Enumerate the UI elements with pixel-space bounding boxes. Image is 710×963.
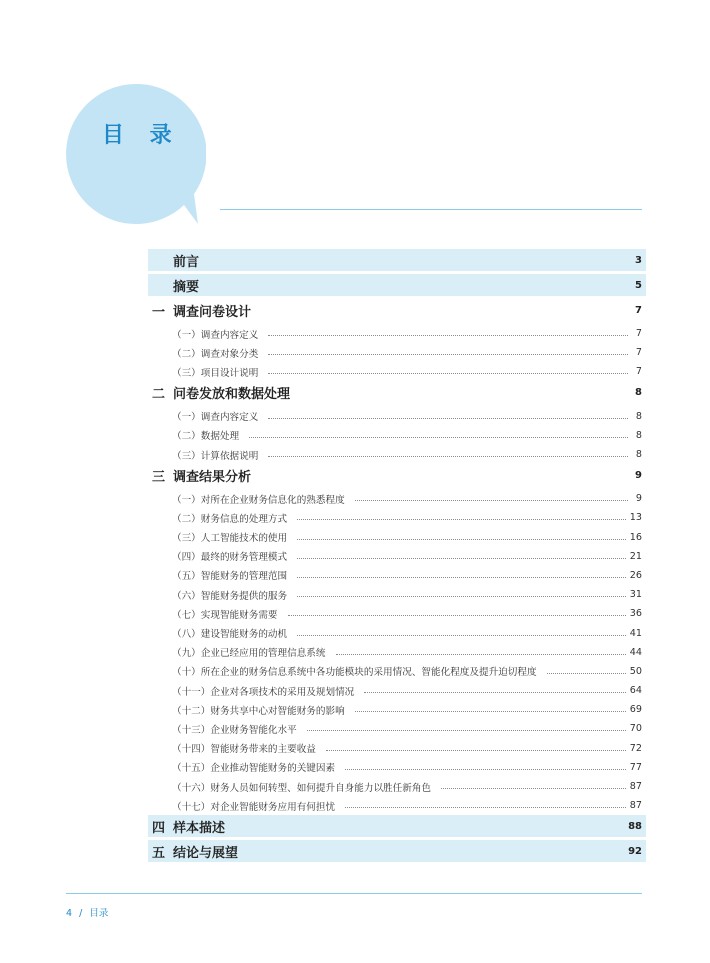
- toc-subentry-page: 13: [629, 512, 642, 524]
- toc-subentry-page: 64: [629, 685, 642, 697]
- dot-leader: [268, 418, 628, 419]
- toc-subentry-page: 8: [635, 449, 642, 461]
- toc-subentry-title: （九）企业已经应用的管理信息系统: [172, 648, 326, 660]
- dot-leader: [547, 673, 626, 674]
- toc-subentry[interactable]: [148, 362, 646, 381]
- dot-leader: [297, 558, 626, 559]
- dot-leader: [441, 788, 626, 789]
- toc-subentry[interactable]: [148, 623, 646, 642]
- toc-subentry[interactable]: [148, 547, 646, 566]
- toc-subentry-page: 72: [629, 742, 642, 754]
- title-divider: [220, 209, 642, 210]
- dot-leader: [355, 711, 626, 712]
- toc-subentry[interactable]: [148, 758, 646, 777]
- toc-subentry[interactable]: [148, 528, 646, 547]
- toc-entry-title: 前言: [173, 254, 200, 270]
- toc-subentry-title: （四）最终的财务管理模式: [172, 552, 288, 564]
- table-of-contents: [148, 249, 646, 865]
- toc-subentry[interactable]: [148, 739, 646, 758]
- toc-subentry-title: （一）调查内容定义: [172, 329, 259, 341]
- toc-subentry-page: 36: [629, 608, 642, 620]
- toc-section[interactable]: [148, 815, 646, 837]
- toc-entry-major[interactable]: [148, 249, 646, 271]
- toc-subentry-title: （三）人工智能技术的使用: [172, 533, 288, 545]
- dot-leader: [249, 437, 628, 438]
- toc-entry-page: 88: [628, 820, 642, 832]
- toc-subentry[interactable]: [148, 643, 646, 662]
- dot-leader: [326, 750, 626, 751]
- dot-leader: [297, 519, 626, 520]
- toc-section-number: 四: [152, 820, 166, 836]
- toc-subentry-page: 8: [635, 429, 642, 441]
- toc-subentry-page: 9: [635, 493, 642, 505]
- toc-subentry-page: 16: [629, 531, 642, 543]
- toc-subentry[interactable]: [148, 445, 646, 464]
- toc-subentry-page: 87: [629, 800, 642, 812]
- toc-entry-major[interactable]: [148, 274, 646, 296]
- toc-subentry-title: （二）调查对象分类: [172, 348, 259, 360]
- toc-entry-title: 结论与展望: [173, 845, 239, 861]
- toc-subentry[interactable]: [148, 777, 646, 796]
- toc-subentry-title: （十一）企业对各项技术的采用及规划情况: [172, 686, 355, 698]
- toc-subentry-title: （七）实现智能财务需要: [172, 609, 278, 621]
- dot-leader: [297, 577, 626, 578]
- toc-subentry-page: 87: [629, 781, 642, 793]
- footer-separator: /: [79, 908, 83, 919]
- toc-subentry[interactable]: [148, 343, 646, 362]
- toc-section-number: 二: [152, 387, 166, 403]
- toc-subentry-page: 50: [629, 665, 642, 677]
- toc-section-number: 一: [152, 304, 166, 320]
- dot-leader: [297, 596, 626, 597]
- page-title: 目 录: [102, 123, 181, 148]
- dot-leader: [364, 692, 626, 693]
- toc-entry-page: 9: [635, 469, 642, 481]
- toc-subentry-page: 44: [629, 646, 642, 658]
- toc-subentry-title: （八）建设智能财务的动机: [172, 629, 288, 641]
- toc-subentry[interactable]: [148, 662, 646, 681]
- toc-subentry-title: （十二）财务共享中心对智能财务的影响: [172, 705, 345, 717]
- toc-subentry[interactable]: [148, 796, 646, 815]
- toc-subentry-title: （六）智能财务提供的服务: [172, 590, 288, 602]
- toc-section[interactable]: [148, 382, 646, 404]
- toc-subentry[interactable]: [148, 508, 646, 527]
- toc-subentry-title: （一）调查内容定义: [172, 412, 259, 424]
- toc-subentry-page: 69: [629, 704, 642, 716]
- dot-leader: [297, 635, 626, 636]
- toc-entry-page: 92: [628, 845, 642, 857]
- dot-leader: [288, 615, 626, 616]
- toc-subentry-title: （二）数据处理: [172, 431, 240, 443]
- toc-entry-title: 问卷发放和数据处理: [173, 387, 291, 403]
- toc-subentry-page: 77: [629, 761, 642, 773]
- toc-entry-page: 8: [635, 387, 642, 399]
- toc-subentry[interactable]: [148, 681, 646, 700]
- dot-leader: [268, 456, 628, 457]
- toc-subentry-title: （二）财务信息的处理方式: [172, 513, 288, 525]
- footer-page-number: 4: [66, 908, 73, 919]
- dot-leader: [307, 730, 626, 731]
- toc-subentry[interactable]: [148, 585, 646, 604]
- toc-subentry-page: 26: [629, 569, 642, 581]
- toc-section[interactable]: [148, 840, 646, 862]
- toc-subentry-title: （十五）企业推动智能财务的关键因素: [172, 763, 336, 775]
- toc-subentry-title: （十六）财务人员如何转型、如何提升自身能力以胜任新角色: [172, 782, 432, 794]
- toc-subentry[interactable]: [148, 426, 646, 445]
- toc-subentry-title: （十）所在企业的财务信息系统中各功能模块的采用情况、智能化程度及提升迫切程度: [172, 667, 537, 679]
- dot-leader: [336, 654, 626, 655]
- toc-subentry-page: 31: [629, 589, 642, 601]
- toc-section[interactable]: [148, 299, 646, 321]
- toc-subentry[interactable]: [148, 719, 646, 738]
- speech-bubble-icon: [66, 84, 206, 224]
- toc-entry-page: 3: [635, 254, 642, 266]
- toc-entry-title: 调查问卷设计: [173, 304, 252, 320]
- toc-entry-title: 摘要: [173, 279, 200, 295]
- dot-leader: [268, 354, 628, 355]
- toc-section-number: 五: [152, 845, 166, 861]
- toc-subentry-page: 8: [635, 410, 642, 422]
- toc-subentry[interactable]: [148, 700, 646, 719]
- page-footer: [66, 905, 108, 919]
- toc-subentry-page: 41: [629, 627, 642, 639]
- toc-subentry[interactable]: [148, 324, 646, 343]
- toc-subentry-page: 21: [629, 550, 642, 562]
- footer-label: 目录: [89, 908, 109, 919]
- toc-subentry[interactable]: [148, 566, 646, 585]
- toc-subentry-title: （十三）企业财务智能化水平: [172, 724, 297, 736]
- toc-subentry-page: 70: [629, 723, 642, 735]
- toc-subentry[interactable]: [148, 489, 646, 508]
- toc-subentry-page: 7: [635, 347, 642, 359]
- dot-leader: [268, 373, 628, 374]
- dot-leader: [268, 335, 628, 336]
- toc-entry-page: 7: [635, 304, 642, 316]
- dot-leader: [345, 769, 626, 770]
- toc-subentry[interactable]: [148, 604, 646, 623]
- toc-entry-title: 调查结果分析: [173, 469, 252, 485]
- toc-subentry-page: 7: [635, 328, 642, 340]
- toc-entry-page: 5: [635, 279, 642, 291]
- toc-subentry[interactable]: [148, 407, 646, 426]
- dot-leader: [297, 539, 626, 540]
- toc-section[interactable]: [148, 464, 646, 486]
- toc-entry-title: 样本描述: [173, 820, 226, 836]
- toc-subentry-title: （三）计算依据说明: [172, 450, 259, 462]
- toc-subentry-page: 7: [635, 366, 642, 378]
- dot-leader: [345, 807, 626, 808]
- toc-subentry-title: （十七）对企业智能财务应用有何担忧: [172, 801, 336, 813]
- toc-subentry-title: （十四）智能财务带来的主要收益: [172, 744, 316, 756]
- toc-subentry-title: （一）对所在企业财务信息化的熟悉程度: [172, 494, 345, 506]
- toc-section-number: 三: [152, 469, 166, 485]
- dot-leader: [355, 500, 628, 501]
- toc-subentry-title: （五）智能财务的管理范围: [172, 571, 288, 583]
- toc-subentry-title: （三）项目设计说明: [172, 367, 259, 379]
- footer-divider: [66, 893, 642, 894]
